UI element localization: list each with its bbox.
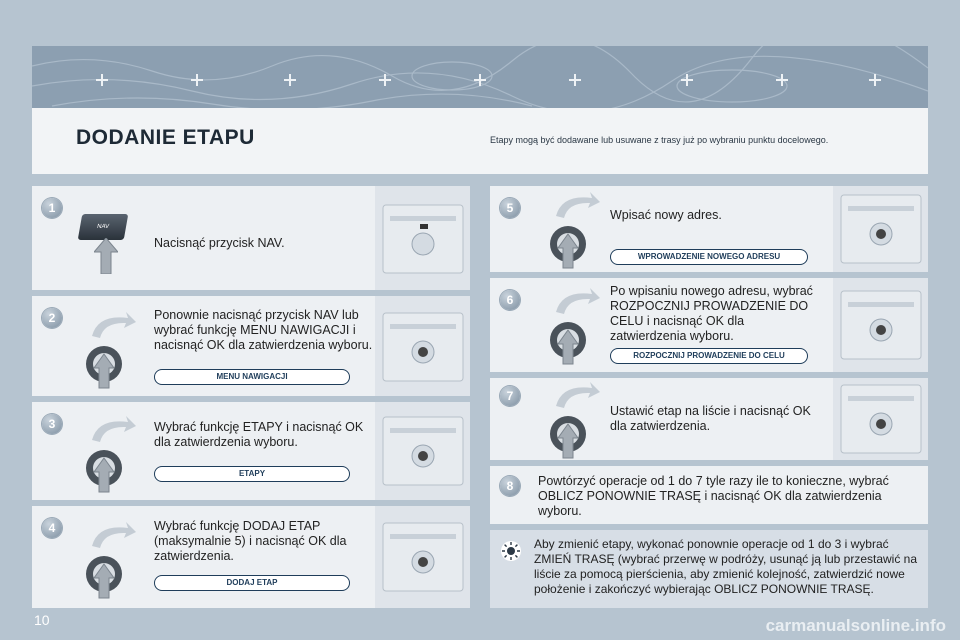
sun-tip-icon	[500, 540, 522, 562]
page-title: DODANIE ETAPU	[76, 126, 255, 149]
radio-unit-icon	[382, 312, 464, 382]
start-guidance-pill: ROZPOCZNIJ PROWADZENIE DO CELU	[610, 348, 808, 364]
nav-button-icon: NAV	[78, 214, 129, 240]
radio-unit-icon	[840, 290, 922, 360]
watermark-text: carmanualsonline.info	[765, 616, 946, 635]
step-7-panel	[490, 378, 928, 460]
step-3-text: Wybrać funkcję ETAPY i nacisnąć OK dla zatwierdzenia wyboru.	[154, 420, 364, 449]
menu-pill: MENU NAWIGACJI	[154, 369, 350, 385]
rotary-knob-icon	[84, 308, 136, 392]
etapy-pill: ETAPY	[154, 466, 350, 482]
step-8-badge: 8	[500, 476, 520, 496]
step-2-panel	[32, 296, 470, 396]
rotary-knob-icon	[548, 284, 600, 368]
intro-text: Etapy mogą być dodawane lub usuwane z trasy już po wybraniu punktu docelowego.	[490, 135, 829, 145]
press-arrow-icon	[94, 238, 118, 274]
tip-note-panel	[490, 530, 928, 608]
step-4-badge: 4	[42, 518, 62, 538]
step-3-panel	[32, 402, 470, 500]
rotary-knob-icon	[548, 378, 600, 462]
header-topo-band	[32, 46, 928, 108]
dodaj-etap-pill: DODAJ ETAP	[154, 575, 350, 591]
step-6-panel	[490, 278, 928, 372]
step-6-text: Po wpisaniu nowego adresu, wybrać ROZPOCZNIJ PROWADZENIE DO CELU i nacisnąć OK dla zatwierdzenia wyboru.	[610, 284, 813, 343]
radio-unit-icon	[382, 204, 464, 274]
page-number: 10	[34, 612, 50, 628]
topo-pattern	[32, 46, 928, 108]
step-4-panel	[32, 506, 470, 608]
step-3-badge: 3	[42, 414, 62, 434]
header-banner	[32, 46, 928, 174]
step-5-panel	[490, 186, 928, 272]
step-2-badge: 2	[42, 308, 62, 328]
step-1-text: Nacisnąć przycisk NAV.	[154, 236, 285, 250]
radio-unit-icon	[840, 194, 922, 264]
step-1-panel	[32, 186, 470, 290]
step-8-panel	[490, 466, 928, 524]
step-2-text: Ponownie nacisnąć przycisk NAV lub wybrać funkcję MENU NAWIGACJI i nacisnąć OK dla zatwierdzenia wyboru.	[154, 308, 373, 352]
rotary-knob-icon	[84, 518, 136, 602]
step-1-badge: 1	[42, 198, 62, 218]
new-address-pill: WPROWADZENIE NOWEGO ADRESU	[610, 249, 808, 265]
rotary-knob-icon	[548, 188, 600, 272]
radio-unit-icon	[840, 384, 922, 454]
step-5-badge: 5	[500, 198, 520, 218]
step-4-text: Wybrać funkcję DODAJ ETAP (maksymalnie 5) i nacisnąć OK dla zatwierdzenia.	[154, 519, 347, 563]
rotary-knob-icon	[84, 412, 136, 496]
radio-unit-icon	[382, 522, 464, 592]
step-7-badge: 7	[500, 386, 520, 406]
step-6-badge: 6	[500, 290, 520, 310]
step-5-text: Wpisać nowy adres.	[610, 208, 722, 222]
step-8-text: Powtórzyć operacje od 1 do 7 tyle razy ile to konieczne, wybrać OBLICZ PONOWNIE TRASĘ i nacisnąć OK dla zatwierdzenia wyboru.	[538, 474, 889, 518]
tip-note-text: Aby zmienić etapy, wykonać ponownie operacje od 1 do 3 i wybrać ZMIEŃ TRASĘ (wybrać przerwę w podróży, usunąć ją lub przestawić na liście za pomocą pierścienia, aby zmienić kolejność, zatwierdzić nowe położenie i zakończyć wybierając OBLICZ PONOWNIE TRASĘ.	[534, 537, 918, 596]
step-7-text: Ustawić etap na liście i nacisnąć OK dla zatwierdzenia.	[610, 404, 811, 433]
radio-unit-icon	[382, 416, 464, 486]
